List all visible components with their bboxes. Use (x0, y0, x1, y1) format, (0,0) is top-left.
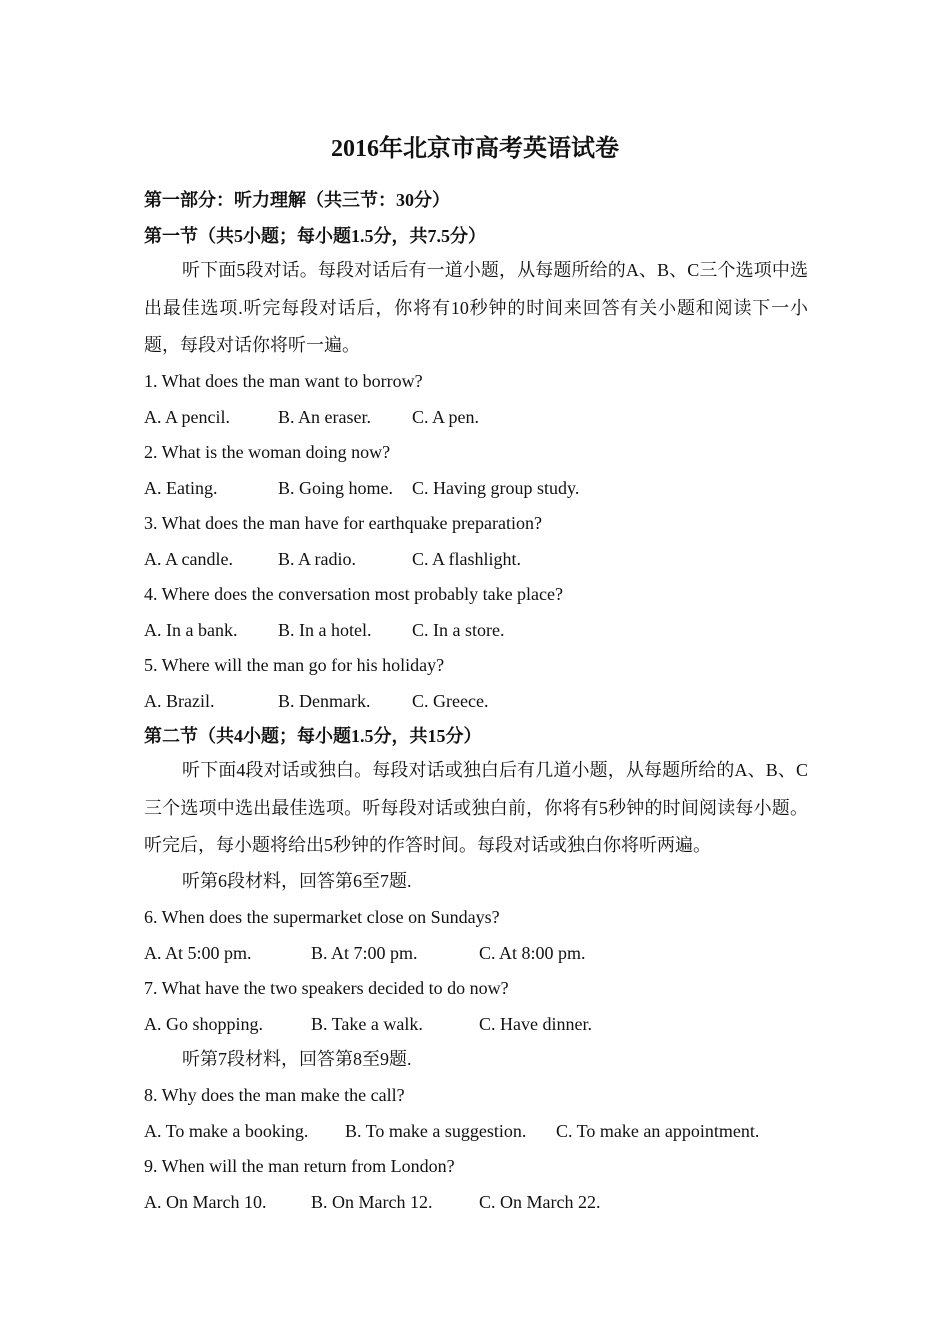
q6-option-a: A. At 5:00 pm. (144, 943, 252, 963)
part1-heading: 第一部分：听力理解（共三节：30分） (144, 190, 450, 210)
q7-option-c: C. Have dinner. (479, 1014, 592, 1034)
q4-option-a: A. In a bank. (144, 620, 238, 640)
q4-option-b: B. In a hotel. (278, 620, 372, 640)
q9-option-b: B. On March 12. (311, 1192, 433, 1212)
q6-option-b: B. At 7:00 pm. (311, 943, 418, 963)
question-4: 4. Where does the conversation most probably take place? (144, 584, 564, 604)
q1-option-b: B. An eraser. (278, 407, 371, 427)
material-7-instruction: 听第7段材料，回答第8至9题. (182, 1049, 412, 1069)
q3-option-b: B. A radio. (278, 549, 357, 569)
material-6-instruction: 听第6段材料，回答第6至7题. (182, 871, 412, 891)
q3-option-a: A. A candle. (144, 549, 233, 569)
section2-instructions: 听下面4段对话或独白。每段对话或独白后有几道小题，从每题所给的A、B、C三个选项中选出最佳选项。听每段对话或独白前，你将有5秒钟的时间阅读每小题。听完后，每小题将给出5秒钟的作答时间。每段对话或独白你将听两遍。 (144, 760, 808, 855)
q9-option-c: C. On March 22. (479, 1192, 601, 1212)
question-7: 7. What have the two speakers decided to do now? (144, 978, 509, 998)
q2-option-c: C. Having group study. (412, 478, 580, 498)
question-8: 8. Why does the man make the call? (144, 1085, 405, 1105)
section1-heading: 第一节（共5小题；每小题1.5分，共7.5分） (144, 226, 486, 246)
q3-option-c: C. A flashlight. (412, 549, 522, 569)
question-3: 3. What does the man have for earthquake preparation? (144, 513, 542, 533)
question-2: 2. What is the woman doing now? (144, 442, 391, 462)
question-6: 6. When does the supermarket close on Sundays? (144, 907, 500, 927)
q8-option-b: B. To make a suggestion. (345, 1121, 527, 1141)
q7-option-a: A. Go shopping. (144, 1014, 264, 1034)
question-5: 5. Where will the man go for his holiday? (144, 655, 445, 675)
page-title: 2016年北京市高考英语试卷 (331, 136, 619, 162)
q8-option-c: C. To make an appointment. (556, 1121, 760, 1141)
q1-option-c: C. A pen. (412, 407, 480, 427)
question-1: 1. What does the man want to borrow? (144, 371, 423, 391)
q4-option-c: C. In a store. (412, 620, 505, 640)
q5-option-c: C. Greece. (412, 691, 489, 711)
q2-option-b: B. Going home. (278, 478, 393, 498)
q5-option-b: B. Denmark. (278, 691, 371, 711)
q2-option-a: A. Eating. (144, 478, 218, 498)
q8-option-a: A. To make a booking. (144, 1121, 309, 1141)
q9-option-a: A. On March 10. (144, 1192, 267, 1212)
q7-option-b: B. Take a walk. (311, 1014, 423, 1034)
question-9: 9. When will the man return from London? (144, 1156, 455, 1176)
q6-option-c: C. At 8:00 pm. (479, 943, 586, 963)
section2-heading: 第二节（共4小题；每小题1.5分，共15分） (144, 726, 482, 746)
q5-option-a: A. Brazil. (144, 691, 215, 711)
q1-option-a: A. A pencil. (144, 407, 230, 427)
section1-instructions: 听下面5段对话。每段对话后有一道小题，从每题所给的A、B、C三个选项中选出最佳选项.听完每段对话后，你将有10秒钟的时间来回答有关小题和阅读下一小题，每段对话你将听一遍。 (144, 260, 808, 355)
